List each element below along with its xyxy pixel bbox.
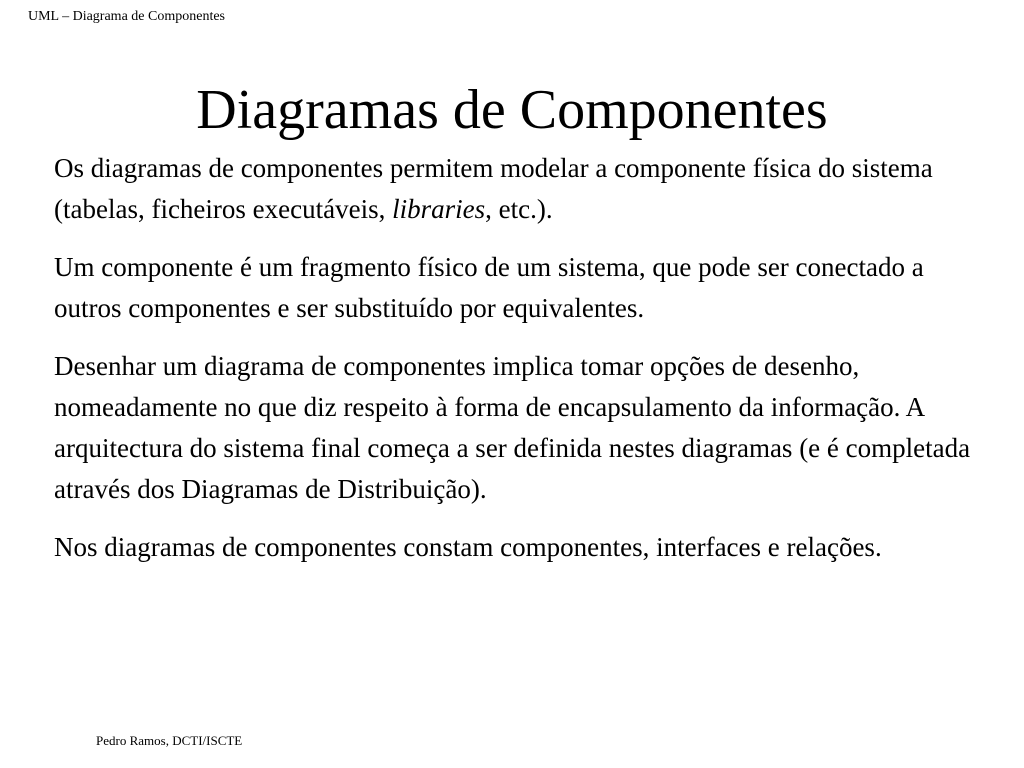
paragraph-1 (54, 148, 994, 230)
slide-body (54, 148, 994, 585)
paragraph-1-lead: Os diagramas de componentes permitem modelar a componente física do sistema (tabelas, ficheiros executáveis, (54, 153, 933, 224)
paragraph-1-emphasis: libraries (392, 194, 486, 224)
slide-title: Diagramas de Componentes (196, 79, 828, 141)
paragraph-4: Nos diagramas de componentes constam componentes, interfaces e relações. (54, 532, 882, 562)
paragraph-3: Desenhar um diagrama de componentes implica tomar opções de desenho, nomeadamente no que diz respeito à forma de encapsulamento da informação. A arquitectura do sistema final começa a ser definida nestes diagramas (e é completada através dos Diagramas de Distribuição). (54, 351, 971, 504)
slide-footer: Pedro Ramos, DCTI/ISCTE (96, 733, 243, 748)
slide-header: UML – Diagrama de Componentes (28, 9, 225, 24)
paragraph-1-tail: , etc.). (485, 194, 553, 224)
paragraph-2: Um componente é um fragmento físico de um sistema, que pode ser conectado a outros componentes e ser substituído por equivalentes. (54, 252, 924, 323)
